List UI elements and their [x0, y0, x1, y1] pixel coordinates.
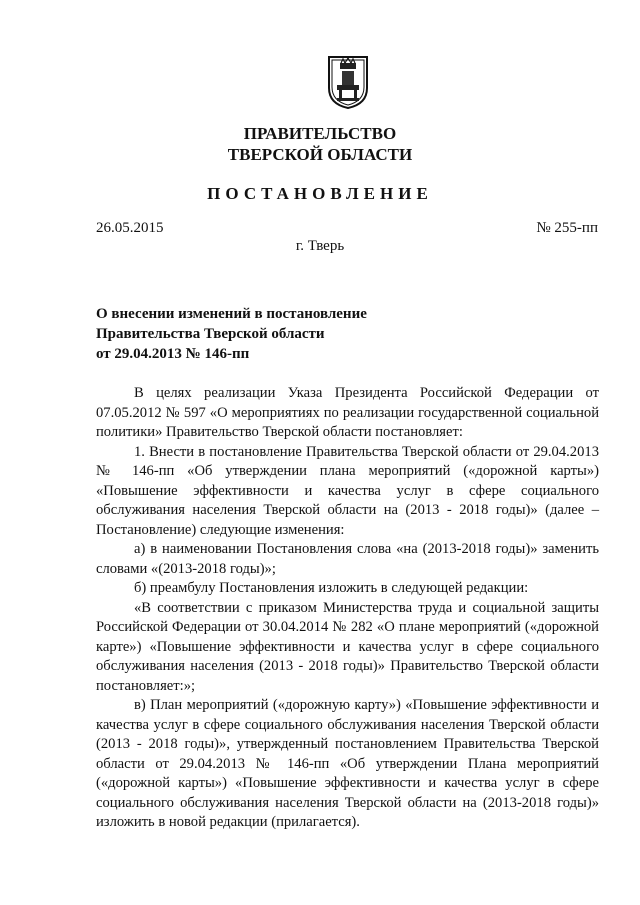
body-paragraph-preamble: В целях реализации Указа Президента Российской Федерации от 07.05.2012 № 597 «О мероприятиях по реализации государственной социальной политики» Правительство Тверской области постановляет: — [96, 385, 599, 440]
organization-name-line1: ПРАВИТЕЛЬСТВО — [243, 124, 397, 143]
document-date: 26.05.2015 — [96, 220, 164, 236]
body-paragraph-quoted-preamble: «В соответствии с приказом Министерства труда и социальной защиты Российской Федерации от 30.04.2014 № 282 «О плане мероприятий («дорожной карте») «Повышение эффективности и качества услуг в сфере социального обслуживания населения (2013 - 2018 годы)» Правительство Тверской области постановляет:»; — [96, 599, 599, 694]
body-paragraph-item1: 1. Внести в постановление Правительства Тверской области от 29.04.2013 № 146-пп «Об утверждении плана мероприятий («дорожной карты») «Повышение эффективности и качества услуг в сфере социального обслуживания населения Тверской области на (2013 - 2018 годы)» (далее – Постановление) следующие изменения: — [96, 443, 599, 538]
document-city: г. Тверь — [295, 238, 345, 254]
document-number: № 255-пп — [536, 220, 598, 236]
subject-line3: от 29.04.2013 № 146-пп — [96, 346, 250, 362]
coat-of-arms-emblem — [326, 54, 370, 110]
body-paragraph-item-a: а) в наименовании Постановления слова «на (2013-2018 годы)» заменить словами «(2013-2018 годы)»; — [96, 541, 599, 577]
document-type-title: ПОСТАНОВЛЕНИЕ — [207, 184, 433, 203]
body-paragraph-item-c: в) План мероприятий («дорожную карту») «Повышение эффективности и качества услуг в сфере социального обслуживания населения Тверской области (2013 - 2018 годы)», утвержденный постановлением Правительства Тверской области от 29.04.2013 № 146-пп «Об утверждении Плана мероприятий («дорожной карты») «Повышение эффективности и качества услуг в сфере социального обслуживания населения Тверской области на (2013-2018 годы)» изложить в новой редакции (прилагается). — [96, 697, 599, 830]
subject-line1: О внесении изменений в постановление — [96, 306, 367, 322]
subject-line2: Правительства Тверской области — [96, 326, 325, 342]
organization-name-line2: ТВЕРСКОЙ ОБЛАСТИ — [227, 145, 413, 164]
document-subject — [96, 304, 436, 364]
document-body — [96, 384, 599, 833]
body-paragraph-item-b: б) преамбулу Постановления изложить в следующей редакции: — [134, 580, 529, 596]
